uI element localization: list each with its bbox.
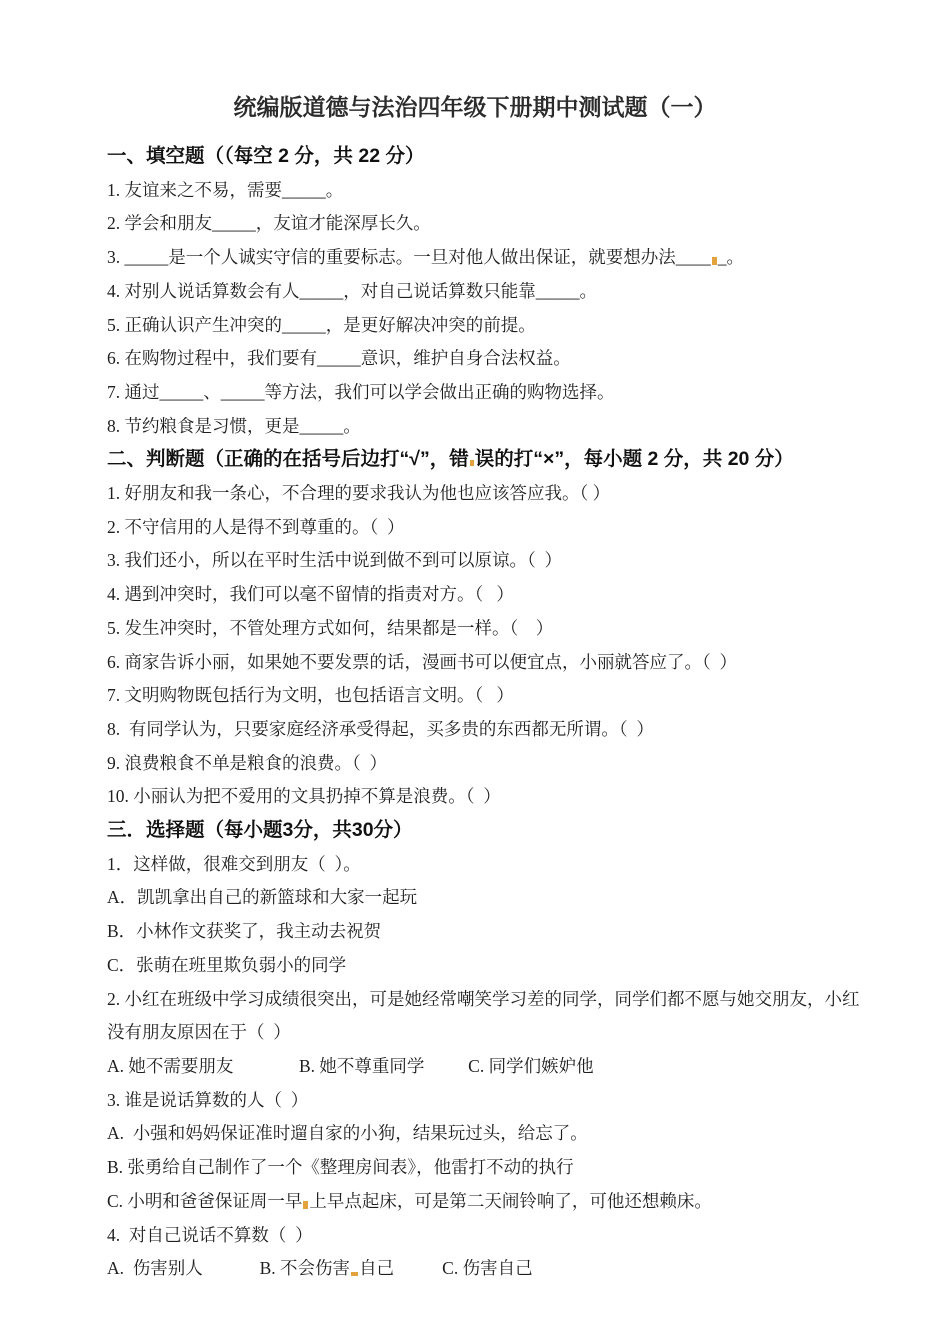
choice-q1-option-c: C．张萌在班里欺负弱小的同学 [107,954,347,975]
choice-q2-options: A. 她不需要朋友 B. 她不尊重同学 C. 同学们嫉妒他 [107,1055,594,1076]
judge-question-2: 2. 不守信用的人是得不到尊重的。（ ） [107,516,405,537]
choice-question-3: 3. 谁是说话算数的人（ ） [107,1089,309,1110]
choice-question-4: 4. 对自己说话不算数（ ） [107,1224,313,1245]
choice-q1-option-b: B．小林作文获奖了，我主动去祝贺 [107,921,382,942]
fill-question-3-text-post: _。 [717,247,744,268]
choice-question-1: 1．这样做，很难交到朋友（ ）。 [107,853,361,874]
choice-q1-option-a: A．凯凯拿出自己的新篮球和大家一起玩 [107,887,418,908]
fill-question-5: 5. 正确认识产生冲突的_____，是更好解决冲突的前提。 [107,314,536,335]
judge-question-7: 7. 文明购物既包括行为文明，也包括语言文明。（ ） [107,685,514,706]
judge-header-text-post: 误的打“×”，每小题 2 分，共 20 分） [474,448,794,471]
section-header-judge [107,443,950,477]
section-header-choice: 三．选择题（每小题3分，共30分） [107,819,413,842]
judge-question-9: 9. 浪费粮食不单是粮食的浪费。（ ） [107,752,387,773]
choice-q3-option-c-text-post: 上早点起床，可是第二天闹铃响了，可他还想赖床。 [309,1190,712,1211]
judge-question-6: 6. 商家告诉小丽，如果她不要发票的话，漫画书可以便宜点，小丽就答应了。（ ） [107,651,737,672]
judge-question-4: 4. 遇到冲突时，我们可以毫不留情的指责对方。（ ） [107,584,514,605]
choice-q3-option-a: A. 小强和妈妈保证准时遛自家的小狗，结果玩过头，给忘了。 [107,1123,588,1144]
judge-question-3: 3. 我们还小，所以在平时生活中说到做不到可以原谅。（ ） [107,550,562,571]
judge-question-10: 10. 小丽认为把不爱用的文具扔掉不算是浪费。（ ） [107,786,501,807]
choice-q4-options-text-pre: A. 伤害别人 B. 不会伤害 [107,1258,351,1279]
fill-question-8: 8. 节约粮食是习惯，更是_____。 [107,415,361,436]
choice-q4-options-text-post: 自己 C. 伤害自己 [359,1258,533,1279]
choice-q3-option-b: B. 张勇给自己制作了一个《整理房间表》，他雷打不动的执行 [107,1157,574,1178]
section-header-fill: 一、填空题（（每空 2 分，共 22 分） [107,145,425,167]
choice-question-2-line2: 没有朋友原因在于（ ） [107,1022,291,1043]
annotation-mark-option-c [303,1201,308,1209]
page-title: 统编版道德与法治四年级下册期中测试题（一） [233,94,717,120]
choice-q3-option-c [107,1185,950,1219]
judge-question-5: 5. 发生冲突时，不管处理方式如何，结果都是一样。（ ） [107,617,554,638]
choice-q3-option-c-text-pre: C. 小明和爸爸保证周一早 [107,1190,303,1211]
fill-question-1: 1. 友谊来之不易，需要_____。 [107,179,344,200]
fill-question-6: 6. 在购物过程中，我们要有_____意识，维护自身合法权益。 [107,348,571,369]
fill-question-3 [107,241,950,275]
judge-question-1: 1. 好朋友和我一条心，不合理的要求我认为他也应该答应我。（ ） [107,483,611,504]
choice-q4-options [107,1252,950,1286]
annotation-mark-blank [712,257,717,265]
annotation-mark-header [470,460,474,466]
fill-question-7: 7. 通过_____、_____等方法，我们可以学会做出正确的购物选择。 [107,381,615,402]
choice-question-2-line1: 2. 小红在班级中学习成绩很突出，可是她经常嘲笑学习差的同学，同学们都不愿与她交朋友，小红 [107,988,860,1009]
fill-question-3-text-pre: 3. _____是一个人诚实守信的重要标志。一旦对他人做出保证，就要想办法____ [107,247,711,268]
judge-question-8: 8. 有同学认为，只要家庭经济承受得起，买多贵的东西都无所谓。（ ） [107,718,654,739]
fill-question-4: 4. 对别人说话算数会有人_____，对自己说话算数只能靠_____。 [107,280,597,301]
annotation-mark-option-b [351,1272,358,1276]
judge-header-text-pre: 二、判断题（正确的在括号后边打“√”，错 [107,448,469,471]
fill-question-2: 2. 学会和朋友_____，友谊才能深厚长久。 [107,213,431,234]
